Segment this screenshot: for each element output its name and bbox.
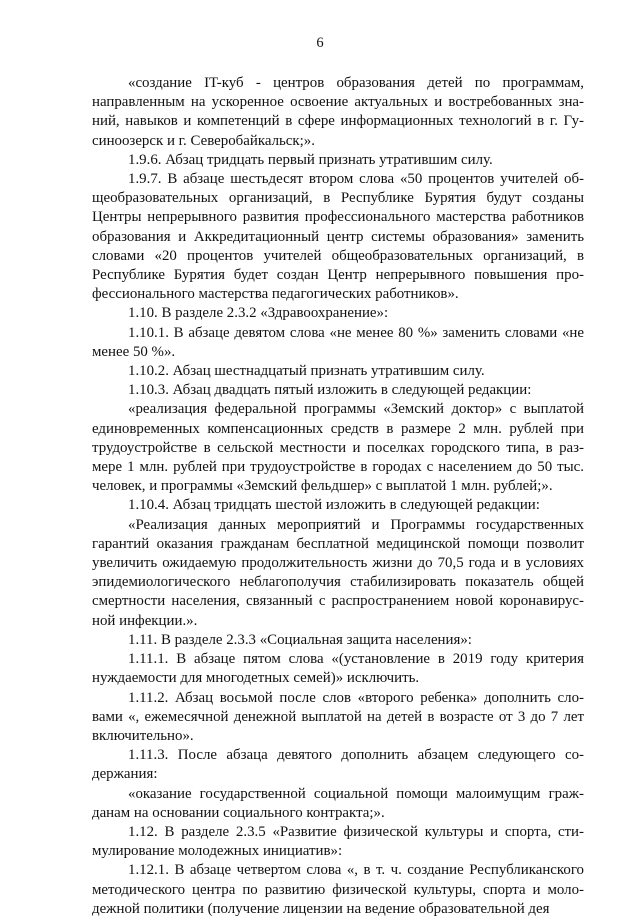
paragraph: 1.12. В разделе 2.3.5 «Развитие физической культуры и спорта, стимулирование молодежных инициатив»: <box>92 823 584 860</box>
paragraph: «реализация федеральной программы «Земский доктор» с выплатой единовременных компенсационных средств в размере 2 млн. рублей при трудоустройстве в сельской местности и поселках городского типа, в размере 1 млн. рублей при трудоустройстве в городах с населением до 50 тыс. человек, и программы «Земский фельдшер» с выплатой 1 млн. рублей;». <box>92 401 584 495</box>
paragraph: 1.9.7. В абзаце шестьдесят втором слова «50 процентов учителей общеобразовательных организаций, в Республике Бурятия будут созданы Центры непрерывного развития профессионального мастерства работников образования и Аккредитационный центр системы образования» заменить словами «20 процентов учителей общеобразовательных организаций, в Республике Бурятия будет создан Центр непрерывного повышения профессионального мастерства педагогических работников». <box>92 171 584 303</box>
document-body <box>92 74 584 919</box>
paragraph: «Реализация данных мероприятий и Программы государственных гарантий оказания гражданам бесплатной медицинской помощи позволит увеличить ожидаемую продолжительность жизни до 70,5 года и в условиях эпидемиологического неблагополучия стабилизировать показатель общей смертности населения, связанный с распространением новой коронавирусной инфекции.». <box>92 516 584 629</box>
paragraph: 1.10.4. Абзац тридцать шестой изложить в следующей редакции: <box>128 497 540 514</box>
paragraph: 1.11. В разделе 2.3.3 «Социальная защита населения»: <box>128 631 472 648</box>
paragraph: 1.10. В разделе 2.3.2 «Здравоохранение»: <box>128 305 389 322</box>
paragraph: 1.9.6. Абзац тридцать первый признать утратившим силу. <box>128 151 493 168</box>
paragraph: «оказание государственной социальной помощи малоимущим гражданам на основании социального контракта;». <box>92 785 584 821</box>
paragraph: «создание IT-куб - центров образования детей по программам, направленным на ускоренное освоение актуальных и востребованных знаний, навыков и компетенций в сфере информационных технологий в г. Гусиноозерск и г. Северобайкальск;». <box>92 75 584 149</box>
paragraph: 1.11.2. Абзац восьмой после слов «второго ребенка» дополнить словами «, ежемесячной денежной выплатой на детей в возрасте от 3 до 7 лет включительно». <box>92 689 584 744</box>
paragraph: 1.11.1. В абзаце пятом слова «(установление в 2019 году критерия нуждаемости для многодетных семей)» исключить. <box>92 651 584 687</box>
page-number: 6 <box>316 35 324 51</box>
paragraph: 1.12.1. В абзаце четвертом слова «, в т. ч. создание Республиканского методического центра по развитию физической культуры, спорта и молодежной политики (получение лицензии на ведение образовательной дея <box>92 862 584 917</box>
paragraph: 1.10.2. Абзац шестнадцатый признать утратившим силу. <box>128 363 485 380</box>
paragraph: 1.10.3. Абзац двадцать пятый изложить в следующей редакции: <box>128 382 532 399</box>
paragraph: 1.10.1. В абзаце девятом слова «не менее 80 %» заменить словами «не менее 50 %». <box>92 324 584 360</box>
paragraph: 1.11.3. После абзаца девятого дополнить абзацем следующего содержания: <box>92 747 584 783</box>
